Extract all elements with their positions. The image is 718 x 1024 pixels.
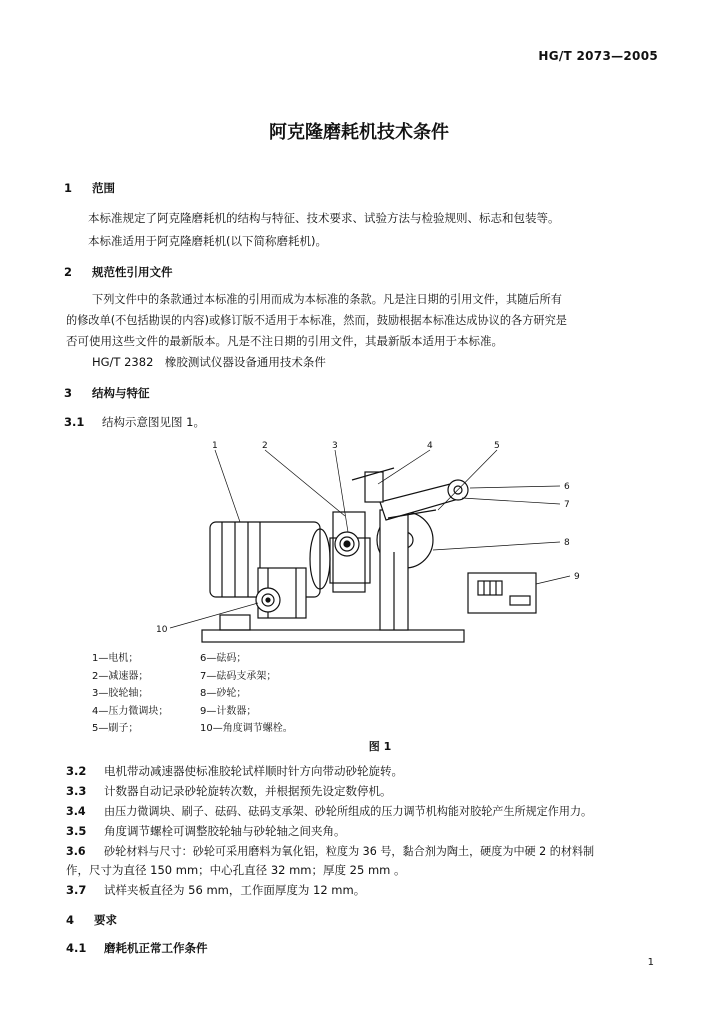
clause-3-1-number: 3.1 bbox=[64, 415, 85, 429]
figure-1-schematic bbox=[140, 440, 600, 655]
callout-3: 3 bbox=[332, 441, 338, 451]
legend-item: 3—胶轮轴； bbox=[92, 688, 149, 700]
section-4-heading bbox=[66, 912, 117, 928]
callout-9: 9 bbox=[574, 572, 580, 582]
page-number: 1 bbox=[647, 957, 654, 968]
clause-3-6-continued: 作，尺寸为直径 150 mm；中心孔直径 32 mm；厚度 25 mm 。 bbox=[66, 863, 406, 877]
section-1-title: 范围 bbox=[92, 181, 116, 195]
section-2-title: 规范性引用文件 bbox=[92, 265, 173, 279]
standard-code: HG/T 2073—2005 bbox=[538, 49, 658, 63]
clause-3-6: 3.6 砂轮材料与尺寸：砂轮可采用磨料为氧化铝，粒度为 36 号，黏合剂为陶土，硬度为中硬 2 的材料制 bbox=[66, 845, 595, 858]
section-2-line-1: 下列文件中的条款通过本标准的引用而成为本标准的条款。凡是注日期的引用文件，其随后所有 bbox=[92, 293, 562, 306]
machine-base bbox=[202, 630, 464, 642]
clause-3-5: 3.5 角度调节螺栓可调整胶轮轴与砂轮轴之间夹角。 bbox=[66, 824, 346, 838]
clause-3-1 bbox=[64, 414, 205, 430]
callout-8: 8 bbox=[564, 538, 570, 548]
section-3-heading bbox=[64, 385, 150, 401]
callout-4: 4 bbox=[427, 441, 433, 451]
figure-legend-right bbox=[200, 650, 293, 738]
figure-legend-left bbox=[92, 650, 168, 738]
section-3-title: 结构与特征 bbox=[92, 386, 150, 400]
callout-10: 10 bbox=[156, 625, 168, 635]
clause-4-1 bbox=[66, 940, 208, 956]
clause-3-3: 3.3 计数器自动记录砂轮旋转次数，并根据预先设定数停机。 bbox=[66, 784, 392, 798]
callout-7: 7 bbox=[564, 500, 570, 510]
legend-item: 4—压力微调块； bbox=[92, 705, 169, 717]
section-2-line-2: 的修改单(不包括勘误的内容)或修订版不适用于本标准，然而，鼓励根据本标准达成协议的各方研究是 bbox=[66, 314, 567, 327]
legend-item: 8—砂轮； bbox=[200, 688, 247, 700]
section-2-number: 2 bbox=[64, 265, 73, 279]
legend-item: 2—减速器； bbox=[92, 670, 149, 682]
legend-item: 7—砝码支承架； bbox=[200, 670, 277, 682]
section-1-paragraph-1: 本标准规定了阿克隆磨耗机的结构与特征、技术要求、试验方法与检验规则、标志和包装等。 bbox=[88, 211, 560, 225]
clause-4-1-number: 4.1 bbox=[66, 941, 87, 955]
section-4-title: 要求 bbox=[94, 913, 118, 927]
section-1-heading bbox=[64, 180, 115, 196]
clause-3-2: 3.2 电机带动减速器使标准胶轮试样顺时针方向带动砂轮旋转。 bbox=[66, 764, 403, 778]
legend-item: 1—电机； bbox=[92, 653, 139, 664]
legend-item: 9—计数器； bbox=[200, 705, 257, 717]
clause-3-1-text: 结构示意图见图 1。 bbox=[102, 415, 205, 429]
section-2-heading bbox=[64, 264, 173, 280]
section-2-line-3: 否可使用这些文件的最新版本。凡是不注日期的引用文件，其最新版本适用于本标准。 bbox=[66, 334, 503, 348]
section-1-number: 1 bbox=[64, 181, 73, 195]
callout-5: 5 bbox=[494, 441, 500, 451]
legend-item: 5—刷子； bbox=[92, 723, 139, 735]
callout-2: 2 bbox=[262, 441, 268, 451]
section-1-paragraph-2: 本标准适用于阿克隆磨耗机(以下简称磨耗机)。 bbox=[88, 234, 327, 248]
section-3-number: 3 bbox=[64, 386, 73, 400]
document-title: 阿克隆磨耗机技术条件 bbox=[269, 122, 449, 143]
clause-3-7: 3.7 试样夹板直径为 56 mm，工作面厚度为 12 mm。 bbox=[66, 883, 366, 897]
legend-item: 10—角度调节螺栓。 bbox=[200, 723, 293, 735]
normative-reference: HG/T 2382 橡胶测试仪器设备通用技术条件 bbox=[92, 355, 326, 369]
legend-item: 6—砝码； bbox=[200, 653, 247, 664]
section-4-number: 4 bbox=[66, 913, 75, 927]
figure-caption: 图 1 bbox=[368, 740, 392, 753]
callout-1: 1 bbox=[212, 441, 218, 451]
callout-6: 6 bbox=[564, 482, 570, 492]
motor-foot bbox=[220, 615, 250, 630]
pressure-adjust-block bbox=[365, 472, 383, 502]
clause-3-4: 3.4 由压力微调块、刷子、砝码、砝码支承架、砂轮所组成的压力调节机构能对胶轮产生所规定作用力。 bbox=[66, 805, 593, 818]
clause-4-1-text: 磨耗机正常工作条件 bbox=[104, 941, 208, 955]
